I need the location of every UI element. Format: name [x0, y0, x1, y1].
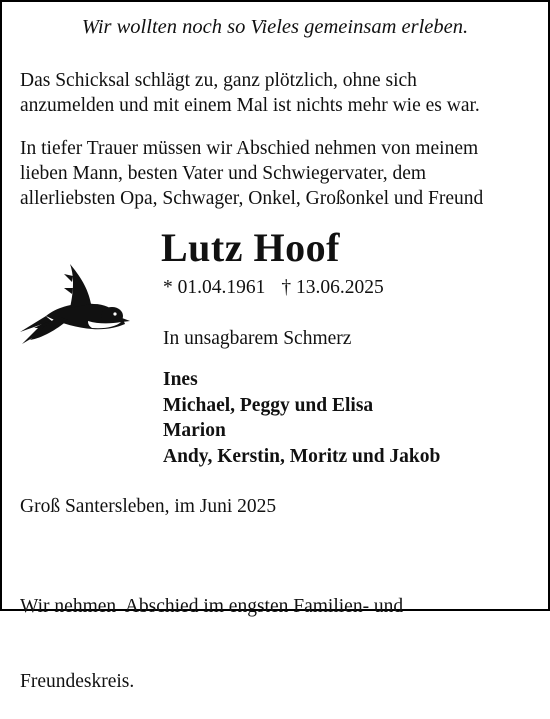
birth-date: * 01.04.1961	[163, 277, 266, 298]
death-date: † 13.06.2025	[281, 277, 384, 298]
farewell-line: allerliebsten Opa, Schwager, Onkel, Großonkel und Freund	[20, 188, 484, 209]
deceased-name: Lutz Hoof	[161, 225, 340, 270]
closing-line: Wir nehmen Abschied im engsten Familien- und	[20, 596, 404, 617]
mourner: Marion	[163, 420, 226, 441]
life-dates	[163, 277, 384, 299]
intro-line: Das Schicksal schlägt zu, ganz plötzlich, ohne sich	[20, 70, 417, 91]
closing-note	[20, 544, 540, 719]
place-date: Groß Santersleben, im Juni 2025	[20, 496, 277, 517]
closing-line: Freundeskreis.	[20, 671, 135, 692]
intro-paragraph	[20, 68, 540, 118]
mourner: Michael, Peggy und Elisa	[163, 394, 374, 416]
mourner: Ines	[163, 369, 198, 390]
mourner: Andy, Kerstin, Moritz und Jakob	[163, 445, 441, 467]
intro-line: anzumelden und mit einem Mal ist nichts mehr wie es war.	[20, 95, 480, 116]
mourners-list	[163, 367, 440, 469]
farewell-paragraph	[20, 136, 540, 211]
farewell-line: lieben Mann, besten Vater und Schwiegervater, dem	[20, 163, 427, 184]
grief-line: In unsagbarem Schmerz	[163, 328, 352, 349]
motto: Wir wollten noch so Vieles gemeinsam erleben.	[81, 16, 469, 38]
farewell-line: In tiefer Trauer müssen wir Abschied nehmen von meinem	[20, 138, 479, 159]
swallow-bird-icon	[18, 258, 133, 348]
